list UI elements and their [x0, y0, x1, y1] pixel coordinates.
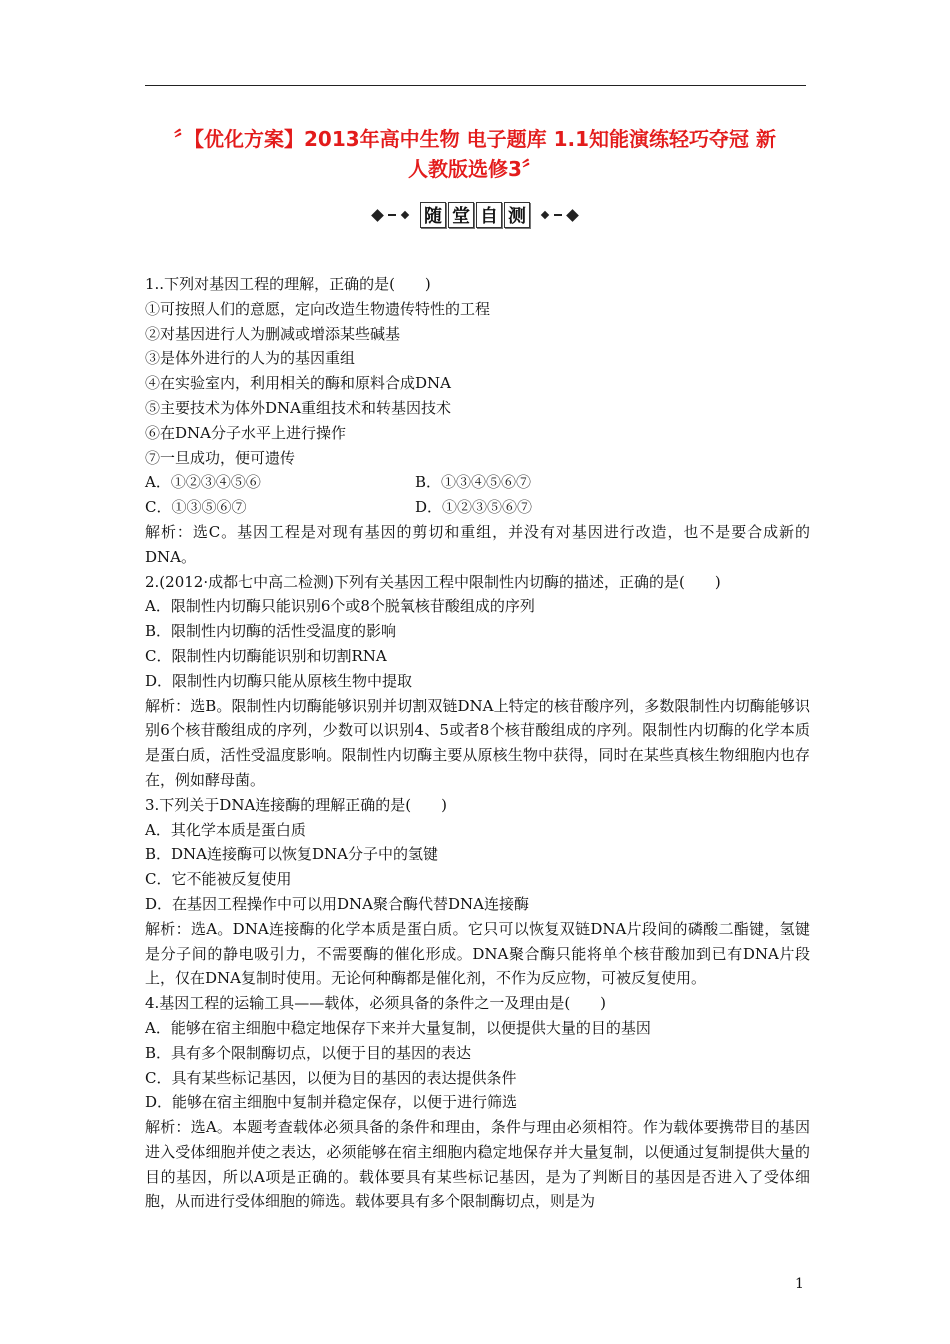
title-line-1: 〞【优化方案】2013年高中生物 电子题库 1.1知能演练轻巧夺冠 新 [174, 127, 776, 151]
question-stem: 3.下列关于DNA连接酶的理解正确的是( ) [145, 795, 448, 814]
question-stem: 4.基因工程的运输工具——载体，必须具备的条件之一及理由是( ) [145, 994, 607, 1013]
option-c: C．它不能被反复使用 [145, 870, 292, 889]
statement-item: ②对基因进行人为删减或增添某些碱基 [145, 324, 401, 343]
option-b: B．①③④⑤⑥⑦ [415, 473, 532, 492]
banner-line [554, 214, 562, 216]
statement-item: ⑦一旦成功，便可遗传 [145, 448, 296, 467]
diamond-icon [401, 211, 409, 219]
option-b: B．具有多个限制酶切点，以便于目的基因的表达 [145, 1043, 472, 1062]
statement-item: ①可按照人们的意愿，定向改造生物遗传特性的工程 [145, 299, 491, 318]
option-row [145, 495, 810, 520]
option-c: C．限制性内切酶能识别和切割RNA [145, 646, 387, 665]
title-line-2: 人教版选修3〞 [408, 157, 542, 181]
document-body [145, 272, 810, 1214]
statement-item: ④在实验室内，利用相关的酶和原料合成DNA [145, 374, 451, 393]
banner-line [388, 214, 396, 216]
analysis-text: 解析：选A。本题考查载体必须具备的条件和理由，条件与理由必须相符。作为载体要携带目的基因进入受体细胞并使之表达，必须能够在宿主细胞内稳定地保存并大量复制，以便通过复制提供大量的目的基因，所以A项是正确的。载体要具有某些标记基因，是为了判断目的基因是否进入了受体细胞，从而进行受体细胞的筛选。载体要具有多个限制酶切点，则是为 [145, 1118, 810, 1211]
diamond-icon [541, 211, 549, 219]
section-banner [0, 202, 950, 228]
option-d: D．能够在宿主细胞中复制并稳定保存，以便于进行筛选 [145, 1093, 518, 1112]
option-a: A．其化学本质是蛋白质 [145, 820, 306, 839]
question-stem: 2.(2012·成都七中高二检测)下列有关基因工程中限制性内切酶的描述，正确的是( ) [145, 572, 721, 591]
banner-char: 自 [476, 202, 502, 228]
option-b: B．限制性内切酶的活性受温度的影响 [145, 622, 397, 641]
question-stem: 1..下列对基因工程的理解，正确的是( ) [145, 275, 431, 293]
banner-char: 随 [420, 202, 446, 228]
option-row [145, 470, 810, 495]
option-c: C．具有某些标记基因，以便为目的基因的表达提供条件 [145, 1068, 517, 1087]
header-rule [145, 85, 806, 86]
option-d: D．限制性内切酶只能从原核生物中提取 [145, 671, 413, 690]
document-title [130, 124, 820, 184]
banner-title [420, 202, 530, 228]
analysis-text: 解析：选A。DNA连接酶的化学本质是蛋白质。它只可以恢复双链DNA片段间的磷酸二酯键，氢键是分子间的静电吸引力，不需要酶的催化形成。DNA聚合酶只能将单个核苷酸加到已有DNA片段上，仅在DNA复制时使用。无论何种酶都是催化剂，不作为反应物，可被反复使用。 [145, 919, 810, 988]
statement-item: ⑥在DNA分子水平上进行操作 [145, 423, 346, 442]
option-a: A．限制性内切酶只能识别6个或8个脱氧核苷酸组成的序列 [145, 597, 535, 616]
diamond-icon [566, 209, 579, 222]
statement-item: ⑤主要技术为体外DNA重组技术和转基因技术 [145, 398, 451, 417]
option-d: D．①②③⑤⑥⑦ [415, 498, 533, 517]
banner-char: 堂 [448, 202, 474, 228]
option-a: A．能够在宿主细胞中稳定地保存下来并大量复制，以便提供大量的目的基因 [145, 1018, 651, 1037]
option-b: B．DNA连接酶可以恢复DNA分子中的氢键 [145, 845, 438, 864]
option-c: C．①③⑤⑥⑦ [145, 498, 247, 517]
diamond-icon [371, 209, 384, 222]
analysis-text: 解析：选B。限制性内切酶能够识别并切割双链DNA上特定的核苷酸序列，多数限制性内切酶能够识别6个核苷酸组成的序列，少数可以识别4、5或者8个核苷酸组成的序列。限制性内切酶的化学本质是蛋白质，活性受温度影响。限制性内切酶主要从原核生物中获得，同时在某些真核生物细胞内也存在，例如酵母菌。 [145, 696, 810, 789]
option-a: A．①②③④⑤⑥ [145, 473, 261, 492]
option-d: D．在基因工程操作中可以用DNA聚合酶代替DNA连接酶 [145, 894, 529, 913]
statement-item: ③是体外进行的人为的基因重组 [145, 349, 356, 368]
banner-char: 测 [504, 202, 530, 228]
page-number: 1 [795, 1276, 804, 1292]
analysis-text: 解析：选C。基因工程是对现有基因的剪切和重组，并没有对基因进行改造，也不是要合成新的DNA。 [145, 522, 810, 566]
